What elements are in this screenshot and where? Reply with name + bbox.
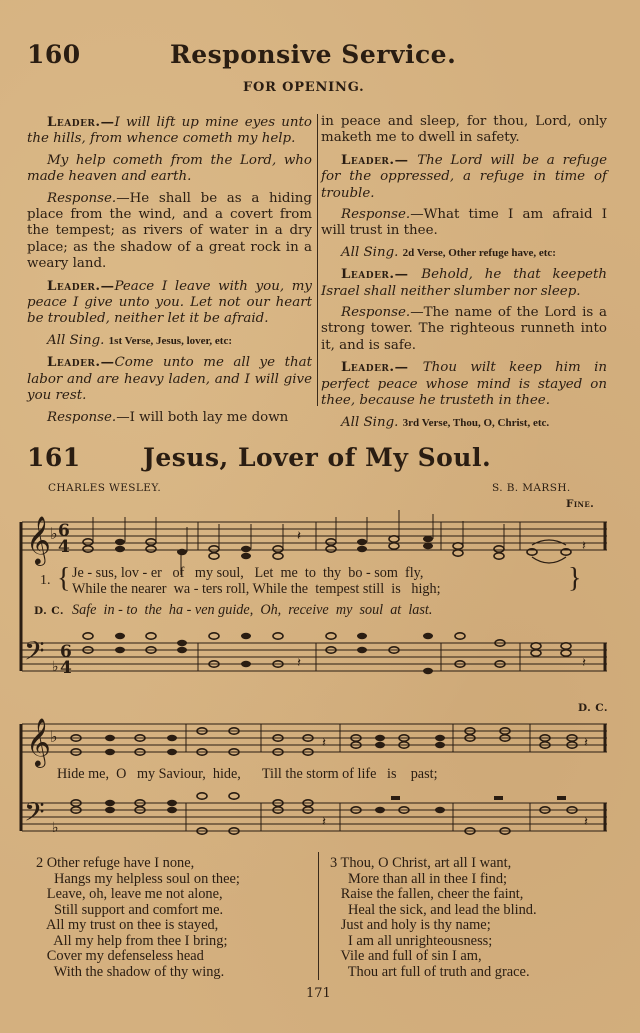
reading-paragraph: [321, 207, 607, 240]
svg-text:𝄞: 𝄞: [26, 717, 51, 766]
svg-text:𝄽: 𝄽: [297, 529, 301, 544]
reading-text: Thou wilt keep him in perfect peace whose mind is stayed on thee, because he trusteth in thee.: [321, 360, 607, 409]
verse-line: All my trust on thee is stayed,: [36, 917, 219, 933]
brace-left: {: [57, 563, 71, 594]
reading-paragraph: [27, 191, 312, 273]
speaker-label: Response.—: [341, 305, 424, 321]
verse-line: Cover my defenseless head: [36, 948, 204, 964]
verse-line: Still support and comfort me.: [36, 901, 224, 918]
svg-text:4: 4: [58, 537, 70, 557]
reading-paragraph: [27, 278, 312, 328]
svg-text:6: 6: [58, 521, 70, 541]
reading-paragraph: [27, 333, 312, 349]
speaker-label: Response.—: [47, 190, 130, 206]
brace-right: }: [568, 563, 582, 594]
reading-text: in peace and sleep, for thou, Lord, only maketh me to dwell in safety.: [321, 114, 607, 146]
reading-paragraph: [321, 305, 607, 354]
hymn-title: Jesus, Lover of My Soul.: [143, 443, 492, 472]
reading-paragraph: [321, 359, 607, 409]
svg-text:𝄽: 𝄽: [297, 656, 301, 671]
verse-divider: [318, 852, 319, 980]
reading-paragraph: [27, 354, 312, 404]
verse-line: Raise the fallen, cheer the faint,: [330, 886, 524, 902]
lyric-line-refrain: Hide me, O my Saviour, hide, Till the storm of life is past;: [57, 766, 438, 782]
reading-paragraph: [321, 266, 607, 300]
dc-label: D. C.: [34, 605, 64, 617]
svg-text:♭: ♭: [50, 524, 58, 543]
page-number: 171: [306, 986, 331, 1001]
dc-marker: D. C.: [578, 702, 608, 714]
svg-text:𝄽: 𝄽: [584, 736, 588, 751]
svg-text:𝄽: 𝄽: [584, 815, 588, 830]
verse-line: Just and holy is thy name;: [330, 917, 491, 933]
reading-text: Behold, he that keepeth Israel shall neither slumber nor sleep.: [321, 267, 607, 299]
reading-paragraph: [321, 114, 607, 147]
reading-paragraph: [27, 153, 312, 186]
speaker-label: Leader.—: [47, 114, 115, 130]
reading-text: Peace I leave with you, my peace I give unto you. Let not our heart be troubled, neither let it be afraid.: [27, 278, 312, 327]
verse-line: Hangs my helpless soul on thee;: [36, 870, 240, 887]
hymn-number: 161: [27, 443, 81, 472]
bass-clef-icon: 𝄢: [24, 635, 45, 673]
section-number: 160: [27, 40, 81, 69]
verse-line: Leave, oh, leave me not alone,: [36, 886, 223, 902]
speaker-label: Leader.—: [47, 277, 115, 294]
reading-text: I will both lay me down: [129, 409, 289, 425]
verse-line: 2 Other refuge have I none,: [36, 855, 195, 871]
svg-text:♭: ♭: [50, 727, 58, 746]
svg-text:𝄽: 𝄽: [322, 736, 326, 751]
verse-line: Heal the sick, and lead the blind.: [330, 901, 537, 918]
speaker-label: Response.—: [47, 409, 130, 425]
reading-paragraph: [321, 152, 607, 202]
svg-text:𝄽: 𝄽: [582, 656, 586, 671]
verse-line: All my help from thee I bring;: [36, 932, 228, 949]
reading-paragraph: [27, 410, 312, 426]
speaker-label: Response.—: [341, 207, 424, 223]
responsive-reading-right-column: [321, 114, 607, 436]
column-divider: [317, 114, 318, 406]
reading-paragraph: [27, 114, 312, 148]
svg-text:𝄢: 𝄢: [24, 796, 45, 834]
reading-paragraph: [321, 415, 607, 431]
reading-text: He shall be as a hiding place from the wind, and a covert from the tempest; as rivers of water in a dry place; as the shadow of a great rock in a weary land.: [27, 190, 312, 272]
speaker-label: All Sing.: [341, 244, 403, 260]
reading-text: The name of the Lord is a strong tower. The righteous runneth into it, and is safe.: [321, 305, 607, 353]
section-title: Responsive Service.: [170, 40, 457, 69]
reading-text: Come unto me all ye that labor and are heavy laden, and I will give you rest.: [27, 355, 312, 404]
section-subtitle: FOR OPENING.: [243, 80, 365, 95]
speaker-label: Leader.—: [341, 266, 422, 283]
treble-clef-icon: 𝄞: [26, 515, 51, 564]
svg-text:♭: ♭: [52, 820, 59, 836]
speaker-label: All Sing.: [341, 414, 403, 430]
fine-marker: Fine.: [566, 498, 595, 510]
verse-line: Thou art full of truth and grace.: [330, 963, 530, 980]
svg-text:𝄽: 𝄽: [322, 815, 326, 830]
reading-paragraph: [321, 245, 607, 261]
lyric-line-2: While the nearer wa - ters roll, While the tempest still is high;: [72, 581, 441, 597]
dc-lyric-line: Safe in - to the ha - ven guide, Oh, receive my soul at last.: [72, 602, 433, 618]
lyric-line-1: Je - sus, lov - er of my soul, Let me to thy bo - som fly,: [72, 565, 424, 581]
speaker-label: Leader.—: [47, 354, 115, 371]
verse-2: [36, 856, 240, 980]
reading-text: 3rd Verse, Thou, O, Christ, etc.: [402, 416, 550, 429]
reading-text: 2d Verse, Other refuge have, etc:: [402, 246, 556, 259]
verse-line: 3 Thou, O Christ, art all I want,: [330, 855, 512, 871]
verse-3: [330, 856, 537, 980]
svg-text:♭: ♭: [52, 659, 59, 675]
verse-line: More than all in thee I find;: [330, 870, 508, 887]
reading-text: My help cometh from the Lord, who made heaven and earth.: [27, 152, 312, 185]
hymn-author: CHARLES WESLEY.: [48, 482, 162, 494]
verse-line: I am all unrighteousness;: [330, 932, 493, 949]
reading-text: 1st Verse, Jesus, lover, etc:: [108, 334, 232, 347]
reading-text: I will lift up mine eyes unto the hills, from whence cometh my help.: [27, 115, 312, 147]
svg-text:6: 6: [60, 642, 72, 662]
verse-line: Vile and full of sin I am,: [330, 948, 482, 964]
reading-text: What time I am afraid I will trust in thee.: [321, 207, 607, 239]
speaker-label: Leader.—: [341, 151, 418, 168]
verse-line: With the shadow of thy wing.: [36, 963, 225, 980]
speaker-label: All Sing.: [47, 332, 109, 348]
hymn-composer: S. B. MARSH.: [492, 482, 571, 494]
reading-text: The Lord will be a refuge for the oppressed, a refuge in time of trouble.: [321, 152, 607, 201]
responsive-reading-left-column: [27, 114, 312, 431]
svg-text:4: 4: [60, 658, 72, 678]
verse-number-1: 1.: [40, 573, 51, 588]
speaker-label: Leader.—: [341, 359, 423, 376]
svg-text:𝄽: 𝄽: [582, 539, 586, 554]
